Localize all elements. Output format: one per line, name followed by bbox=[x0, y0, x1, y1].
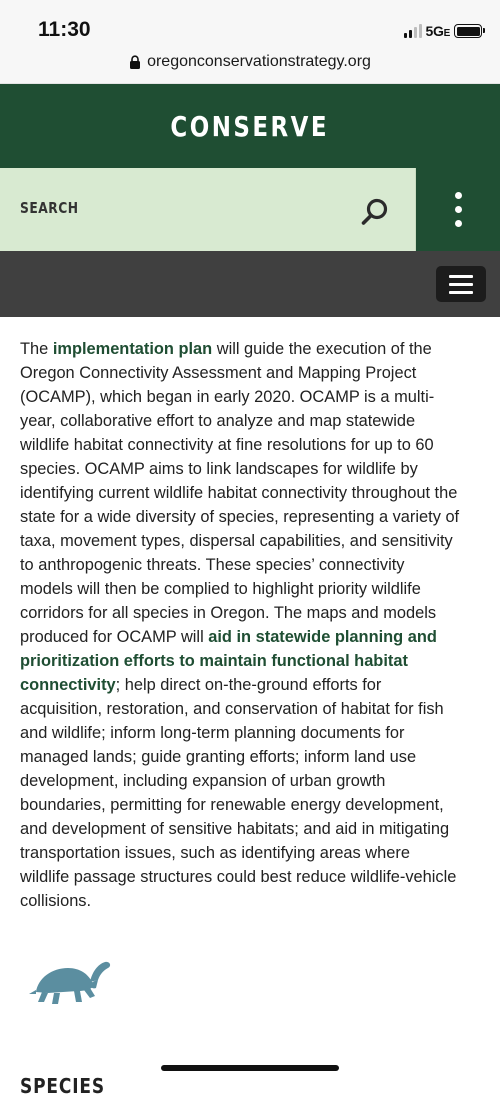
kebab-dot-icon bbox=[455, 220, 462, 227]
statewide-planning-link[interactable]: aid in statewide planning and prioritization efforts to maintain functional habitat connectivity bbox=[20, 628, 437, 694]
status-time: 11:30 bbox=[38, 18, 91, 41]
search-input[interactable] bbox=[0, 168, 416, 251]
site-logo[interactable]: CONSERVE bbox=[170, 109, 330, 143]
hamburger-line-icon bbox=[449, 291, 473, 294]
kebab-dot-icon bbox=[455, 206, 462, 213]
article-body bbox=[20, 337, 460, 913]
battery-icon bbox=[454, 24, 482, 38]
paragraph-text: will guide the execution of the Oregon Connectivity Assessment and Mapping Project (OCAMP), which began in early 2020. OCAMP is a multi-year, collaborative effort to analyze and map statewide wildlife habitat connectivity at fine resolutions for up to 60 species. OCAMP aims to link landscapes for wildlife by identifying current wildlife habitat connectivity throughout the state for a wide diversity of species, representing a variety of taxa, movement types, dispersal capabilities, and sensitivity to anthropogenic threats. These species’ connectivity models will then be complied to highlight priority wildlife corridors for all species in Oregon. The maps and models produced for OCAMP will bbox=[20, 340, 460, 646]
url-text[interactable]: oregonconservationstrategy.org bbox=[147, 53, 371, 70]
search-icon bbox=[360, 197, 390, 227]
browser-address-bar[interactable] bbox=[0, 50, 500, 84]
implementation-plan-link[interactable]: implementation plan bbox=[52, 340, 213, 358]
lock-icon bbox=[129, 55, 141, 70]
hamburger-line-icon bbox=[449, 283, 473, 286]
status-bar bbox=[0, 0, 500, 50]
status-indicators bbox=[404, 22, 482, 40]
paragraph-text: ; help direct on-the-ground efforts for acquisition, restoration, and conservation of habitat for fish and wildlife; inform long-term planning documents for managed lands; guide granting efforts; inform land use development, including expansion of urban growth boundaries, permitting for renewable energy development, and development of sensitive habitats; and aid in mitigating transportation issues, such as identifying areas where wildlife passage structures could best reduce wildlife-vehicle collisions. bbox=[20, 676, 457, 910]
search-row bbox=[0, 168, 500, 251]
network-suffix: E bbox=[443, 28, 450, 39]
section-heading: SPECIES bbox=[20, 1074, 105, 1098]
home-indicator[interactable] bbox=[161, 1065, 339, 1071]
search-placeholder: SEARCH bbox=[20, 199, 79, 217]
paragraph-text: The bbox=[20, 340, 53, 358]
search-button[interactable] bbox=[355, 192, 395, 232]
turtle-icon bbox=[28, 958, 112, 1008]
network-indicator bbox=[426, 23, 450, 39]
network-type: 5G bbox=[425, 23, 444, 39]
nav-strip bbox=[0, 251, 500, 317]
signal-icon bbox=[404, 24, 422, 38]
site-header bbox=[0, 84, 500, 168]
hamburger-line-icon bbox=[449, 275, 473, 278]
menu-button[interactable] bbox=[436, 266, 486, 302]
more-options-button[interactable] bbox=[416, 168, 500, 251]
kebab-dot-icon bbox=[455, 192, 462, 199]
article-paragraph bbox=[20, 337, 460, 913]
